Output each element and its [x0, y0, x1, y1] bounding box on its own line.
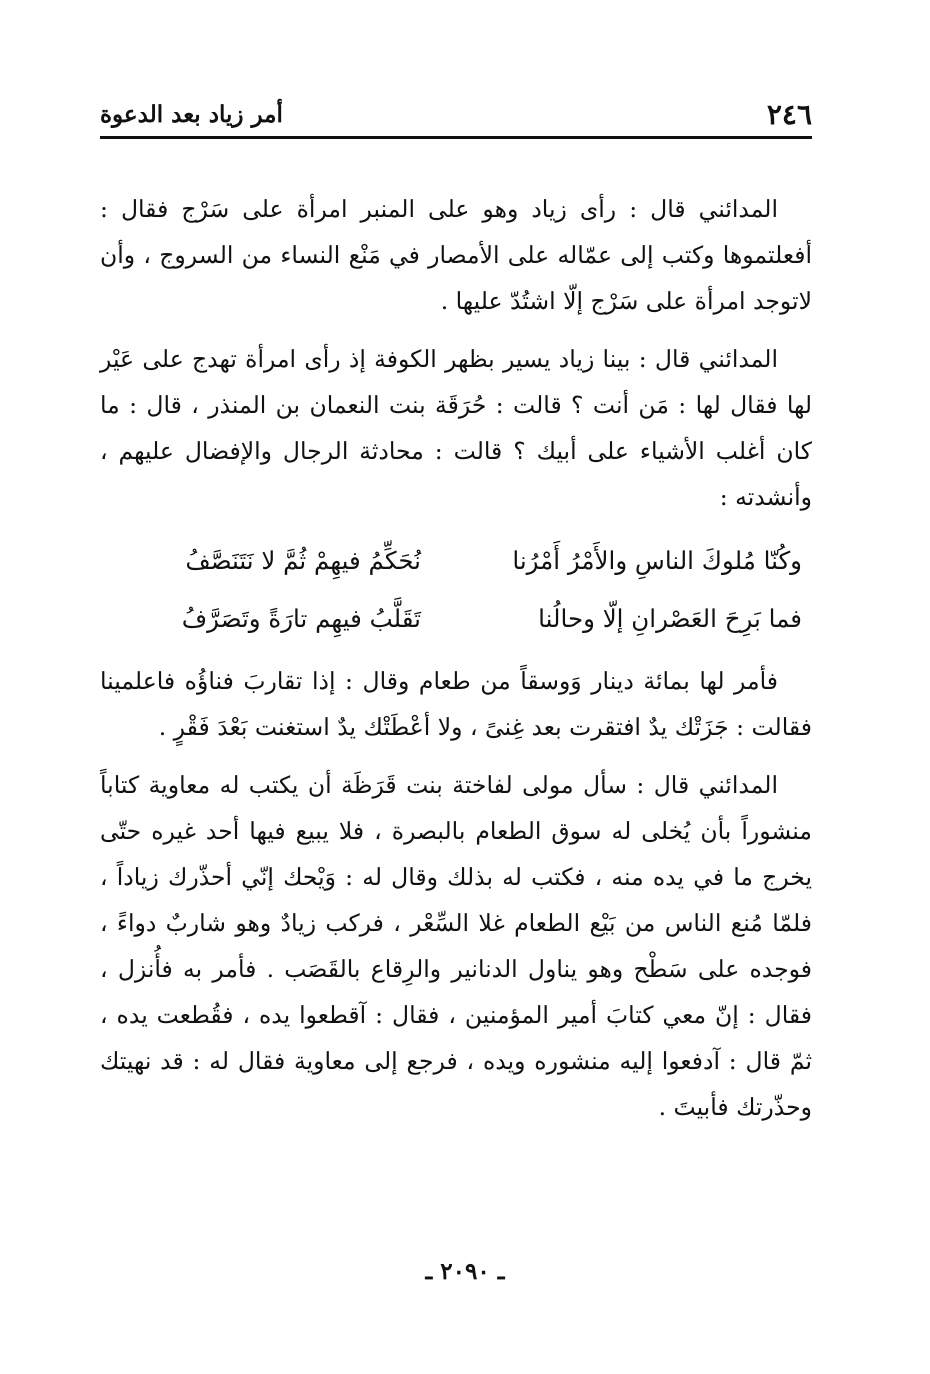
poem-line-2-second-hemistich: تَقَلَّبُ فيهِم تارَةً وتَصَرَّفُ — [181, 604, 421, 633]
paragraph-4: المدائني قال : سأل مولى لفاختة بنت قَرَظَة أن يكتب له معاوية كتاباً منشوراً بأن يُخلى له سوق الطعام بالبصرة ، فلا يبيع فيها أحد غيره حتّى يخرج ما في يده منه ، فكتب له بذلك وقال له : وَيْحك إنّي أحذّرك زياداً ، فلمّا مُنع الناس من بَيْع الطعام غلا السِّعْر ، فركب زيادٌ وهو شاربٌ دواءً ، فوجده على سَطْح وهو يناول الدنانير والرِقاع بالقَصَب . فأمر به فأُنزل ، فقال : إنّ معي كتابَ أمير المؤمنين ، فقال : آقطعوا يده ، فقُطعت يده ، ثمّ قال : آدفعوا إليه منشوره ويده ، فرجع إلى معاوية فقال له : قد نهيتك وحذّرتك فأبيتَ . — [100, 771, 812, 1121]
poem — [100, 532, 812, 648]
paragraph-1: المدائني قال : رأى زياد وهو على المنبر امرأة على سَرْج فقال : أفعلتموها وكتب إلى عمّاله على الأمصار في مَنْع النساء من السروج ، وأن لاتوجد امرأة على سَرْج إلّا اشتُدّ عليها . — [100, 195, 812, 315]
body-text — [100, 186, 812, 1142]
running-title: أمر زياد بعد الدعوة — [100, 100, 283, 128]
poem-line-2-first-hemistich: فما بَرِحَ العَصْرانِ إلّا وحالُنا — [538, 604, 802, 633]
poem-line-1-second-hemistich: نُحَكِّمُ فيهِمْ ثُمَّ لا نَتَنَصَّفُ — [185, 546, 421, 575]
poem-line-2 — [100, 590, 802, 648]
page-number: ٢٤٦ — [766, 97, 812, 131]
paragraph-2: المدائني قال : بينا زياد يسير بظهر الكوفة إذ رأى امرأة تهدج على عَيْر لها فقال لها : مَن أنت ؟ قالت : حُرَقَة بنت النعمان بن المنذر ، قال : ما كان أغلب الأشياء على أبيك ؟ قالت : محادثة الرجال والإفضال عليهم ، وأنشدته : — [100, 345, 812, 511]
poem-line-1-first-hemistich: وكُنّا مُلوكَ الناسِ والأَمْرُ أَمْرُنا — [512, 546, 802, 575]
page-header — [100, 92, 812, 139]
paragraph-3: فأمر لها بمائة دينار وَوسقاً من طعام وقال : إذا تقاربَ فناؤُه فاعلمينا فقالت : جَزَتْك يدٌ افتقرت بعد غِنىً ، ولا أعْطَتْك يدٌ استغنت بَعْدَ فَقْرٍ . — [100, 667, 812, 741]
page-footer-marker: ـ ٢٠٩٠ ـ — [425, 1258, 505, 1285]
poem-line-1 — [100, 532, 802, 590]
